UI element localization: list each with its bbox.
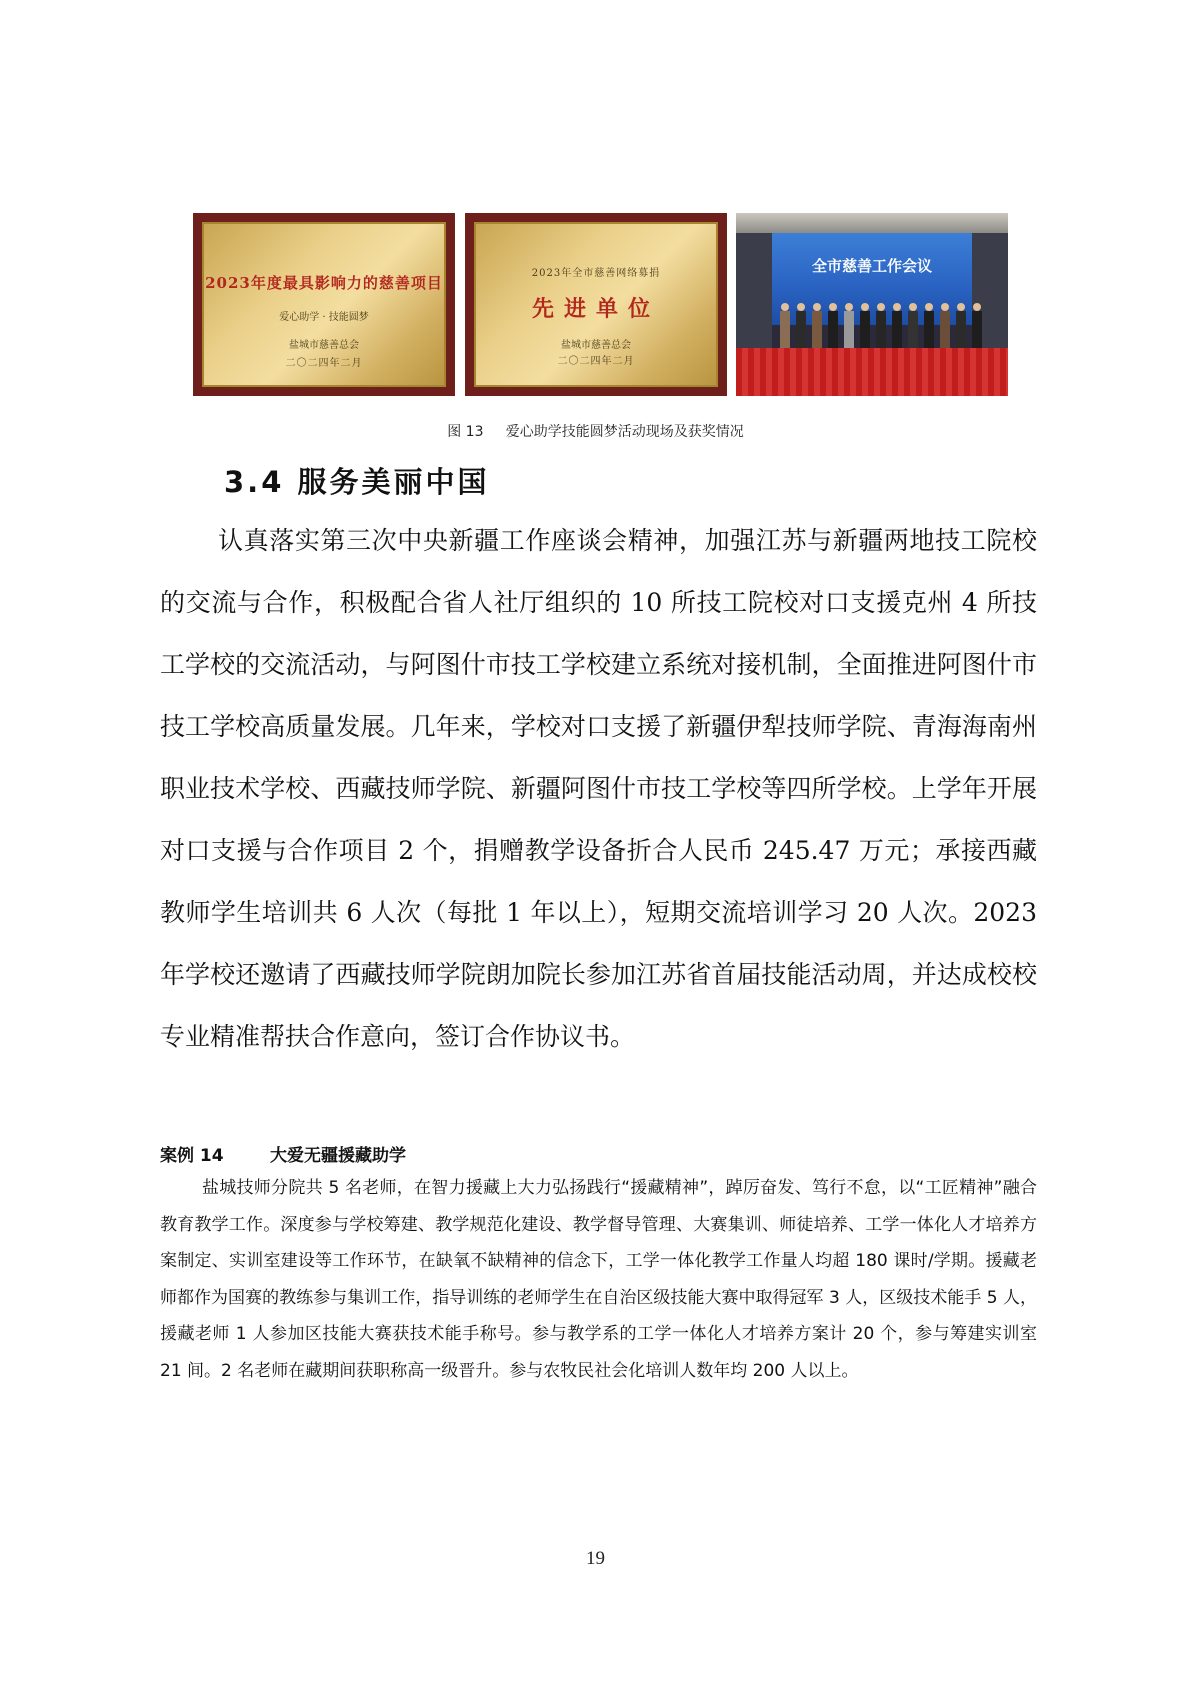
section-body-paragraph: 认真落实第三次中央新疆工作座谈会精神，加强江苏与新疆两地技工院校的交流与合作，积极配合省人社厅组织的 10 所技工院校对口支援克州 4 所技工学校的交流活动，与阿图什市技工学校建立系统对接机制，全面推进阿图什市技工学校高质量发展。几年来，学校对口支援了新疆伊犁技师学院、青海海南州职业技术学校、西藏技师学院、新疆阿图什市技工学校等四所学校。上学年开展对口支援与合作项目 2 个，捐赠教学设备折合人民币 245.47 万元；承接西藏教师学生培训共 6 人次（每批 1 年以上），短期交流培训学习 20 人次。2023 年学校还邀请了西藏技师学院朗加院长参加江苏省首届技能活动周，并达成校校专业精准帮扶合作意向，签订合作协议书。 bbox=[160, 526, 1037, 1051]
plaque-date: 二〇二四年二月 bbox=[557, 356, 635, 367]
case-heading bbox=[160, 1141, 406, 1166]
plaque-date: 二〇二四年二月 bbox=[285, 358, 363, 369]
plaque-gold-plate bbox=[474, 222, 718, 387]
person-figure bbox=[892, 303, 902, 351]
person-figure bbox=[972, 303, 982, 351]
person-figure bbox=[924, 303, 934, 351]
award-plaque-influential-project bbox=[193, 213, 455, 396]
person-figure bbox=[780, 303, 790, 351]
plaque-award: 先进单位 bbox=[531, 296, 660, 322]
photo-ceiling bbox=[736, 213, 1008, 233]
case-number: 案例 14 bbox=[160, 1146, 224, 1166]
plaque-organization: 盐城市慈善总会 bbox=[561, 340, 631, 351]
person-figure bbox=[876, 303, 886, 351]
plaque-subtitle: 爱心助学 · 技能圆梦 bbox=[279, 312, 369, 323]
figure-13 bbox=[193, 213, 1008, 396]
figure-caption: 图 13 爱心助学技能圆梦活动现场及获奖情况 bbox=[447, 424, 744, 440]
award-plaque-advanced-unit bbox=[465, 213, 727, 396]
person-figure bbox=[796, 303, 806, 351]
page-number: 19 bbox=[586, 1548, 605, 1569]
person-figure bbox=[940, 303, 950, 351]
photo-wall-left bbox=[736, 233, 772, 348]
person-figure bbox=[844, 303, 854, 351]
person-figure bbox=[812, 303, 822, 351]
plaque-title: 2023年度最具影响力的慈善项目 bbox=[205, 274, 443, 292]
screen-title: 全市慈善工作会议 bbox=[811, 257, 932, 275]
red-stage bbox=[736, 348, 1008, 396]
section-heading: 3.4 服务美丽中国 bbox=[224, 465, 490, 499]
plaque-title: 2023年全市慈善网络募捐 bbox=[531, 268, 661, 279]
plaque-organization: 盐城市慈善总会 bbox=[289, 340, 359, 351]
case-title: 大爱无疆援藏助学 bbox=[270, 1146, 406, 1166]
ceremony-photo bbox=[736, 213, 1008, 396]
person-figure bbox=[956, 303, 966, 351]
person-figure bbox=[860, 303, 870, 351]
award-recipients-group bbox=[780, 299, 978, 351]
person-figure bbox=[908, 303, 918, 351]
plaque-gold-plate bbox=[202, 222, 446, 387]
person-figure bbox=[828, 303, 838, 351]
case-body-paragraph: 盐城技师分院共 5 名老师，在智力援藏上大力弘扬践行“援藏精神”，踔厉奋发、笃行不怠，以“工匠精神”融合教育教学工作。深度参与学校筹建、教学规范化建设、教学督导管理、大赛集训、师徒培养、工学一体化人才培养方案制定、实训室建设等工作环节，在缺氧不缺精神的信念下，工学一体化教学工作量人均超 180 课时/学期。援藏老师都作为国赛的教练参与集训工作，指导训练的老师学生在自治区级技能大赛中取得冠军 3 人，区级技术能手 5 人，援藏老师 1 人参加区技能大赛获技术能手称号。参与教学系的工学一体化人才培养方案计 20 个，参与筹建实训室 21 间。2 名老师在藏期间获职称高一级晋升。参与农牧民社会化培训人数年均 200 人以上。 bbox=[160, 1178, 1037, 1381]
